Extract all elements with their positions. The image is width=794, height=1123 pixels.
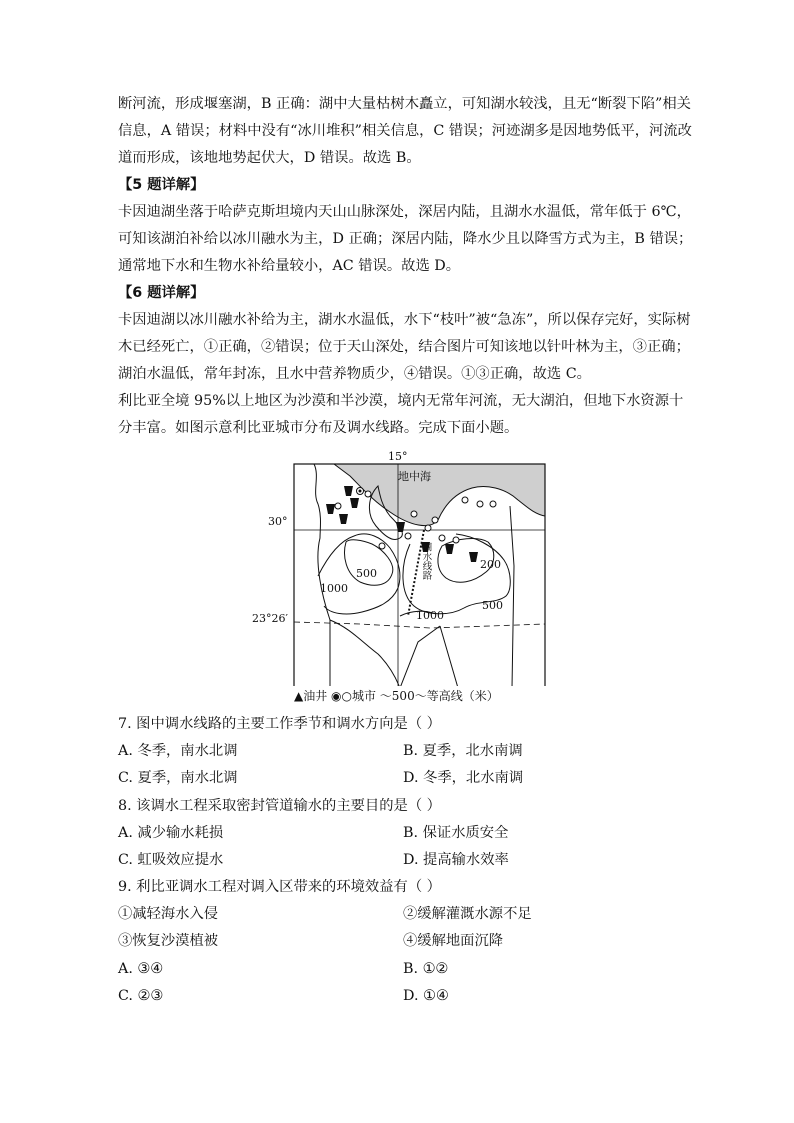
city-icon bbox=[439, 535, 445, 541]
explanation-line: 卡因迪湖以冰川融水补给为主，湖水水温低，水下“枝叶”被“急冻”，所以保存完好，实际树 bbox=[118, 312, 691, 328]
q6-explanation-heading: 【6 题详解】 bbox=[118, 285, 205, 301]
city-icon bbox=[425, 525, 431, 531]
contour-label: 1000 bbox=[416, 609, 444, 622]
q5-explanation-heading: 【5 题详解】 bbox=[118, 177, 205, 193]
question-7-stem: 7. 图中调水线路的主要工作季节和调水方向是（ ） bbox=[118, 716, 441, 732]
route-label: 调水线路 bbox=[420, 542, 432, 580]
question-9-stem: 9. 利比亚调水工程对调入区带来的环境效益有（ ） bbox=[118, 879, 441, 895]
oil-well-icon bbox=[396, 522, 405, 532]
explanation-line: 通常地下水和生物水补给量较小，AC 错误。故选 D。 bbox=[118, 258, 461, 274]
option-c[interactable]: C. 夏季，南水北调 bbox=[118, 770, 238, 786]
option-d[interactable]: D. 提高输水效率 bbox=[403, 852, 509, 868]
explanation-line: 卡因迪湖坐落于哈萨克斯坦境内天山山脉深处，深居内陆，且湖水水温低，常年低于 6℃， bbox=[118, 204, 691, 220]
option-c[interactable]: C. 虹吸效应提水 bbox=[118, 852, 224, 868]
city-icon bbox=[462, 497, 468, 503]
option-c[interactable]: C. ②③ bbox=[118, 988, 164, 1004]
contour-label: 500 bbox=[356, 567, 377, 580]
capital-city-dot bbox=[359, 490, 362, 493]
explanation-line: 可知该湖泊补给以冰川融水为主，D 正确；深居内陆，降水少且以降雪方式为主，B 错误； bbox=[118, 231, 693, 247]
oil-well-icon bbox=[326, 504, 335, 514]
city-icon bbox=[335, 503, 341, 509]
intro-line: 分丰富。如图示意利比亚城市分布及调水线路。完成下面小题。 bbox=[118, 420, 519, 436]
city-icon bbox=[477, 501, 483, 507]
tropic-of-cancer-line bbox=[294, 622, 545, 628]
explanation-line: 湖泊水温低，常年封冻，且水中营养物质少，④错误。①③正确，故选 C。 bbox=[118, 366, 591, 382]
latitude-30-label: 30° bbox=[268, 515, 288, 528]
oil-well-icon bbox=[469, 552, 478, 562]
option-a[interactable]: A. 冬季，南水北调 bbox=[118, 743, 238, 759]
option-b[interactable]: B. 保证水质安全 bbox=[403, 825, 509, 841]
explanation-line: 信息，A 错误；材料中没有“冰川堆积”相关信息，C 错误；河迹湖多是因地势低平，河流改 bbox=[118, 123, 692, 139]
longitude-label: 15° bbox=[388, 450, 408, 463]
contour-label: 500 bbox=[482, 599, 503, 612]
city-icon bbox=[365, 491, 371, 497]
city-icon bbox=[432, 517, 438, 523]
sea-label: 地中海 bbox=[398, 470, 431, 483]
explanation-line: 断河流，形成堰塞湖，B 正确：湖中大量枯树木矗立，可知湖水较浅，且无“断裂下陷”相关 bbox=[118, 96, 691, 112]
question-8-stem: 8. 该调水工程采取密封管道输水的主要目的是（ ） bbox=[118, 798, 441, 814]
oil-well-icon bbox=[339, 514, 348, 524]
libya-map bbox=[250, 446, 560, 686]
city-icon bbox=[405, 533, 411, 539]
intro-line: 利比亚全境 95%以上地区为沙漠和半沙漠，境内无常年河流，无大湖泊，但地下水资源十 bbox=[118, 393, 684, 409]
city-icon bbox=[411, 511, 417, 517]
statement-1: ①减轻海水入侵 bbox=[118, 906, 219, 922]
contour-label: 200 bbox=[480, 558, 501, 571]
contour-label: 1000 bbox=[320, 582, 348, 595]
oil-well-icon bbox=[350, 498, 359, 508]
oil-well-icon bbox=[344, 486, 353, 496]
option-d[interactable]: D. 冬季，北水南调 bbox=[403, 770, 524, 786]
oil-well-icon bbox=[445, 544, 454, 554]
city-icon bbox=[453, 537, 459, 543]
explanation-line: 木已经死亡，①正确，②错误；位于天山深处，结合图片可知该地以针叶林为主，③正确； bbox=[118, 339, 690, 355]
option-d[interactable]: D. ①④ bbox=[403, 988, 449, 1004]
explanation-line: 道而形成，该地地势起伏大，D 错误。故选 B。 bbox=[118, 150, 421, 166]
tropic-label: 23°26′ bbox=[252, 612, 288, 625]
city-icon bbox=[379, 543, 385, 549]
map-legend: ▲油井 ◉○城市 ～500～等高线（米） bbox=[294, 689, 499, 703]
statement-2: ②缓解灌溉水源不足 bbox=[403, 906, 532, 922]
option-a[interactable]: A. 减少输水耗损 bbox=[118, 825, 224, 841]
statement-3: ③恢复沙漠植被 bbox=[118, 933, 219, 949]
city-icon bbox=[490, 501, 496, 507]
statement-4: ④缓解地面沉降 bbox=[403, 933, 504, 949]
option-b[interactable]: B. 夏季，北水南调 bbox=[403, 743, 523, 759]
option-a[interactable]: A. ③④ bbox=[118, 961, 164, 977]
option-b[interactable]: B. ①② bbox=[403, 961, 449, 977]
